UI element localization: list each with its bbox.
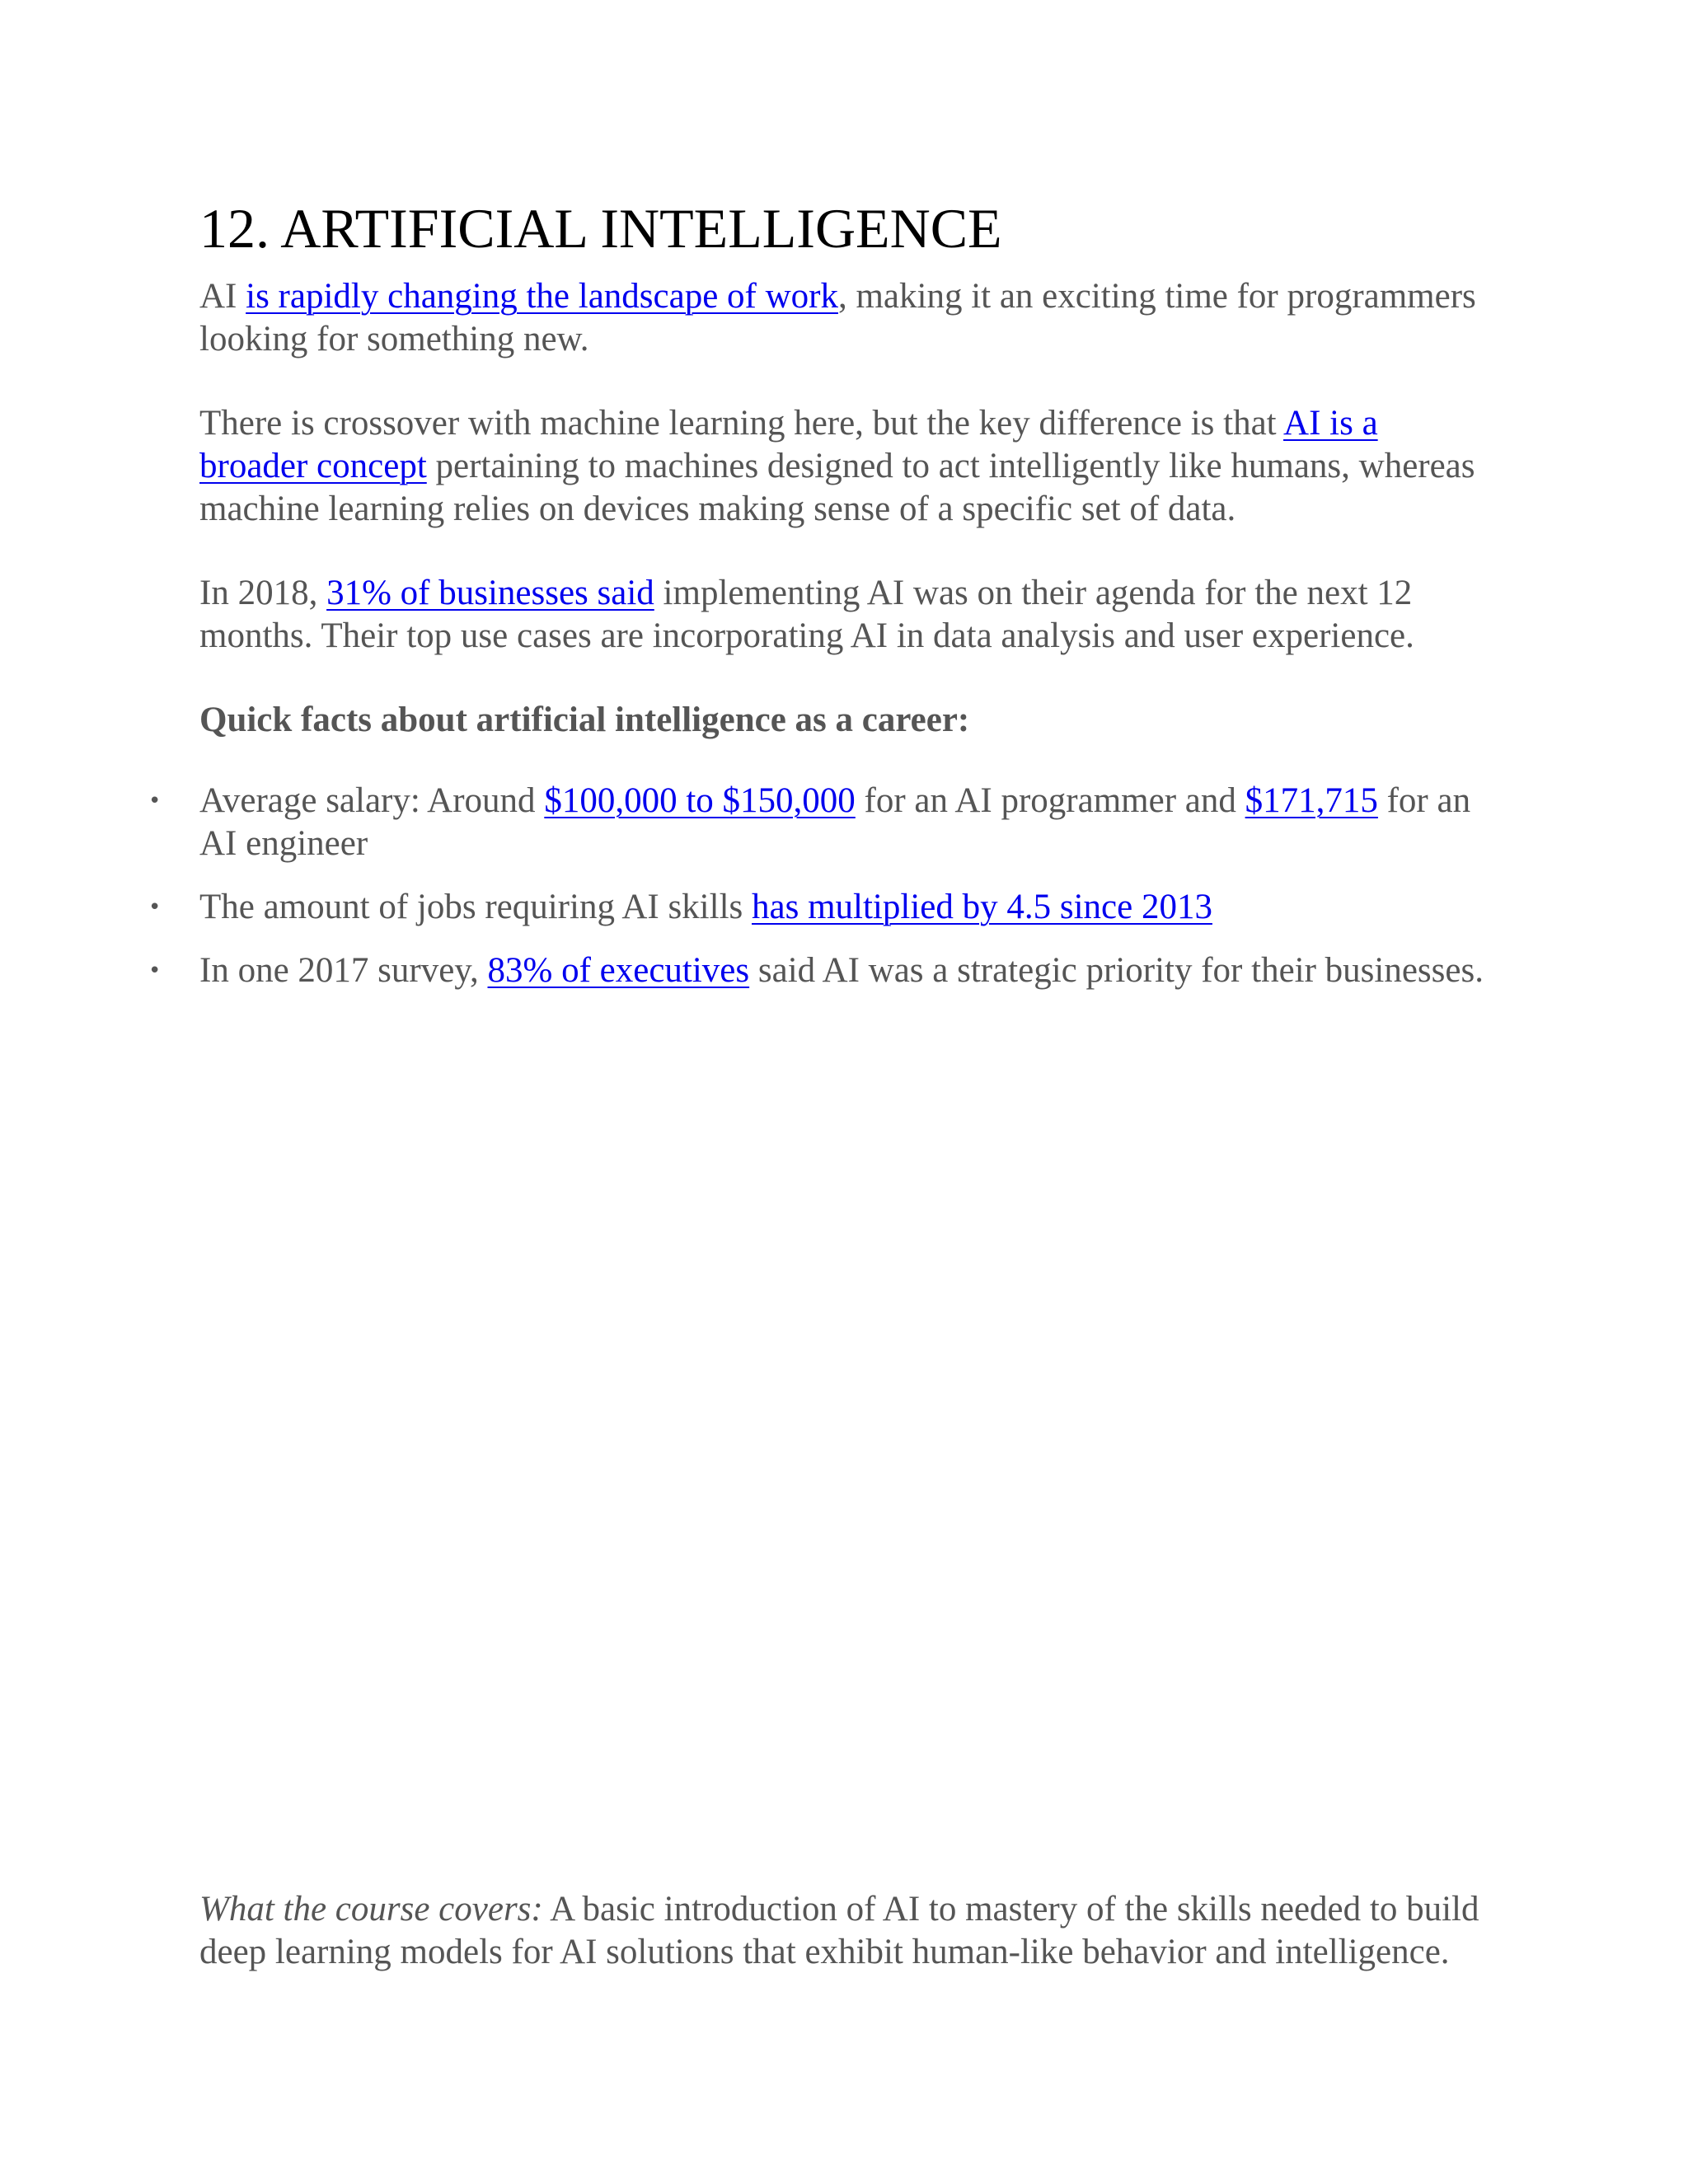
adoption-text-start: In 2018, [199, 574, 327, 612]
fact-text: for an AI engineer [199, 781, 1471, 863]
adoption-text-end: implementing AI was on their agenda for the next 12 months. Their top use cases are incorporating AI in data analysis and user experience. [199, 574, 1414, 655]
bullet-icon: • [148, 789, 162, 813]
bullet-icon: • [148, 958, 162, 983]
fact-text: In one 2017 survey, [199, 951, 488, 990]
fact-text: for an AI programmer and [855, 781, 1245, 820]
landscape-of-work-link[interactable]: is rapidly changing the landscape of work [246, 277, 838, 316]
list-item [148, 949, 1485, 992]
difference-text-end: pertaining to machines designed to act intelligently like humans, whereas machine learning relies on devices making sense of a specific set of data. [199, 447, 1475, 528]
course-label: What the course covers: [199, 1890, 543, 1929]
list-item [148, 780, 1485, 865]
section-content [148, 191, 1485, 1013]
jobs-multiplied-link[interactable]: has multiplied by 4.5 since 2013 [752, 888, 1212, 926]
quick-facts-list [148, 780, 1485, 992]
businesses-said-link[interactable]: 31% of businesses said [326, 574, 654, 612]
section-heading: 12. ARTIFICIAL INTELLIGENCE [199, 197, 1002, 260]
course-text: A basic introduction of AI to mastery of the skills needed to build deep learning models for AI solutions that exhibit human-like behavior and intelligence. [199, 1890, 1479, 1971]
programmer-salary-link[interactable]: $100,000 to $150,000 [544, 781, 856, 820]
executives-link[interactable]: 83% of executives [487, 951, 750, 990]
intro-paragraph [199, 275, 1485, 361]
fact-text: The amount of jobs requiring AI skills [199, 888, 753, 926]
difference-paragraph [199, 402, 1485, 531]
broader-concept-link[interactable]: AI is a broader concept [199, 404, 1378, 485]
adoption-paragraph [199, 572, 1485, 658]
fact-text: Average salary: Around [199, 781, 545, 820]
course-description [199, 1888, 1485, 1974]
difference-text-start: There is crossover with machine learning here, but the key difference is that [199, 404, 1284, 443]
intro-text-end: , making it an exciting time for programmers looking for something new. [199, 277, 1476, 359]
bullet-icon: • [148, 895, 162, 920]
intro-text-start: AI [199, 277, 246, 316]
engineer-salary-link[interactable]: $171,715 [1245, 781, 1378, 820]
fact-text: said AI was a strategic priority for their businesses. [749, 951, 1484, 990]
quick-facts-heading: Quick facts about artificial intelligence as a career: [199, 701, 970, 739]
list-item [148, 886, 1485, 929]
